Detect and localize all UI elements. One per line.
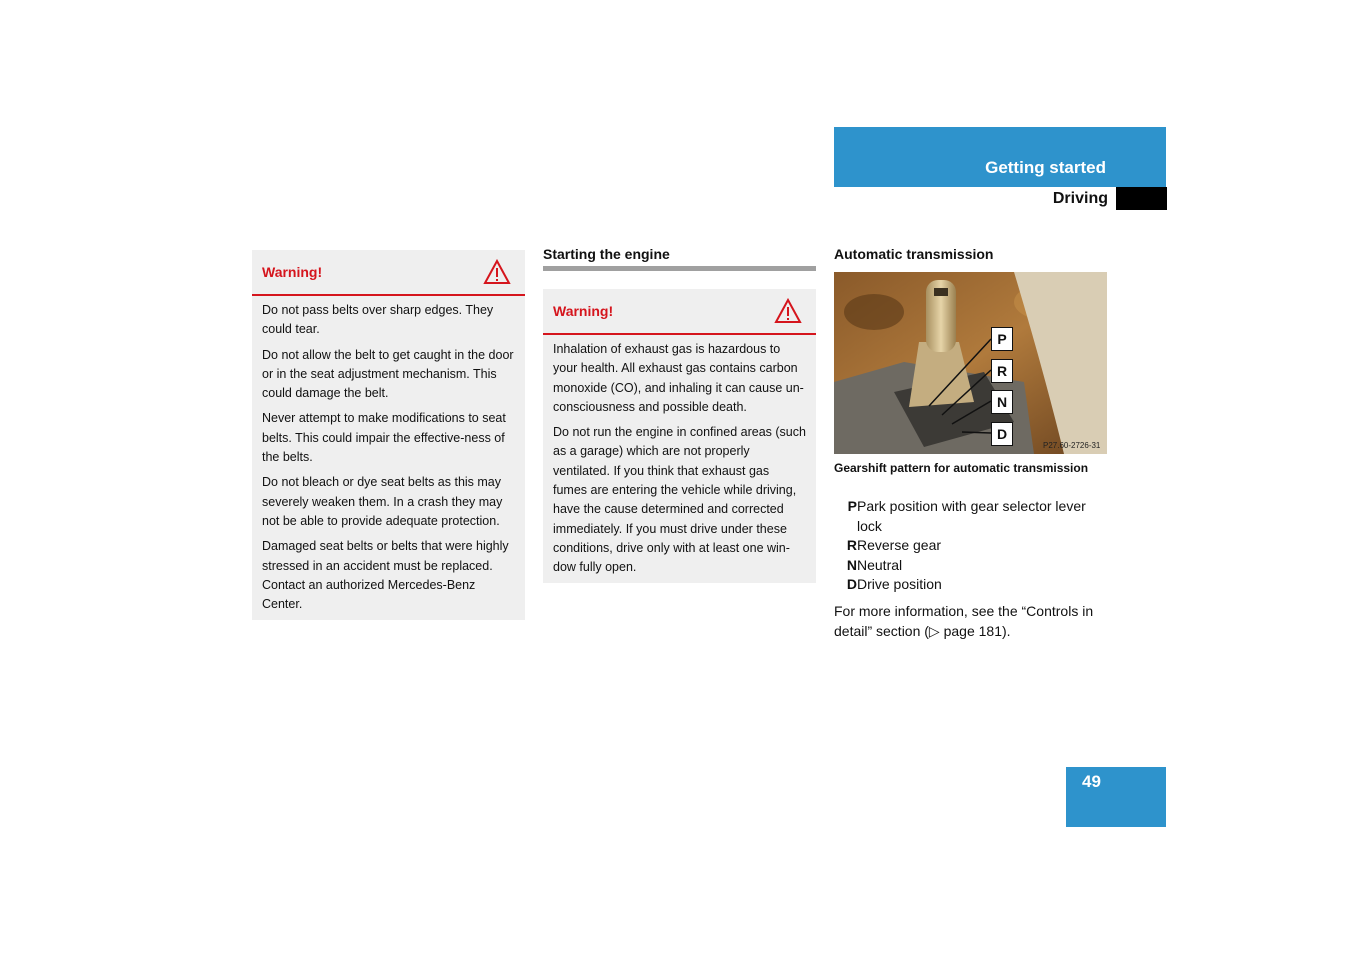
list-item <box>834 556 1107 576</box>
warning-label: Warning! <box>553 303 614 319</box>
warning-paragraph: Damaged seat belts or belts that were highly stressed in an accident must be replaced. Contact an authorized Mercedes-Benz Center. <box>262 539 509 612</box>
seat-belt-warning-box <box>252 250 525 620</box>
gear-tag-n: N <box>991 390 1013 414</box>
warning-paragraph: Inhalation of exhaust gas is hazardous to your health. All exhaust gas contains carbon monoxide (CO), and inhaling it can cause un-consciousness and possible death. <box>553 342 804 414</box>
list-item <box>834 575 1107 595</box>
page-number: 49 <box>1082 772 1101 791</box>
gear-description: Drive position <box>857 576 942 592</box>
gear-leader-lines <box>834 272 1107 454</box>
gear-description: Park position with gear selector lever lock <box>857 498 1086 534</box>
photo-caption: Gearshift pattern for automatic transmission <box>834 461 1089 475</box>
gear-list <box>834 497 1107 595</box>
gearshift-photo <box>834 272 1107 454</box>
starting-engine-heading: Starting the engine <box>543 246 670 262</box>
warning-header <box>252 250 525 296</box>
warning-triangle-icon <box>483 259 511 285</box>
warning-triangle-icon <box>774 298 802 324</box>
section-header-tab <box>834 127 1166 187</box>
gear-description: Neutral <box>857 556 903 573</box>
gear-tag-p: P <box>991 327 1013 351</box>
warning-paragraph: Do not pass belts over sharp edges. They could tear. <box>262 303 494 337</box>
subsection-title: Driving <box>1052 190 1108 207</box>
list-item <box>834 497 1107 536</box>
warning-body <box>543 335 816 592</box>
gear-tag-d: D <box>991 422 1013 446</box>
gear-description: Reverse gear <box>857 537 942 553</box>
more-info-text: For more information, see the “Controls in detail” section (▷ page 181). <box>834 603 1094 639</box>
warning-paragraph: Do not bleach or dye seat belts as this may severely weaken them. In a crash they may not be able to provide adequate protection. <box>262 475 503 528</box>
gear-key: N <box>846 556 857 573</box>
heading-rule <box>543 266 816 271</box>
automatic-transmission-heading: Automatic transmission <box>834 246 994 262</box>
warning-body <box>252 296 525 628</box>
warning-paragraph: Do not run the engine in confined areas (such as a garage) which are not properly ventilated. If you think that exhaust gas fumes are entering the vehicle while driving, have the cause determined and corrected immediately. If you must drive under these conditions, drive only with at least one win-dow fully open. <box>553 425 806 575</box>
list-item <box>834 536 1107 556</box>
subsection-marker <box>1116 187 1167 210</box>
warning-header <box>543 289 816 335</box>
warning-paragraph: Do not allow the belt to get caught in the door or in the seat adjustment mechanism. This could damage the belt. <box>262 347 514 401</box>
photo-reference: P27.60-2726-31 <box>1043 441 1101 450</box>
gear-tag-r: R <box>991 359 1013 383</box>
exhaust-warning-box <box>543 289 816 583</box>
gear-key: R <box>846 537 857 553</box>
section-title: Getting started <box>985 158 1106 177</box>
gear-key: D <box>846 576 857 592</box>
gear-key: P <box>847 498 857 514</box>
warning-label: Warning! <box>262 264 323 280</box>
warning-paragraph: Never attempt to make modifications to seat belts. This could impair the effective-ness of the belts. <box>262 411 506 465</box>
page-number-tab <box>1066 767 1166 827</box>
